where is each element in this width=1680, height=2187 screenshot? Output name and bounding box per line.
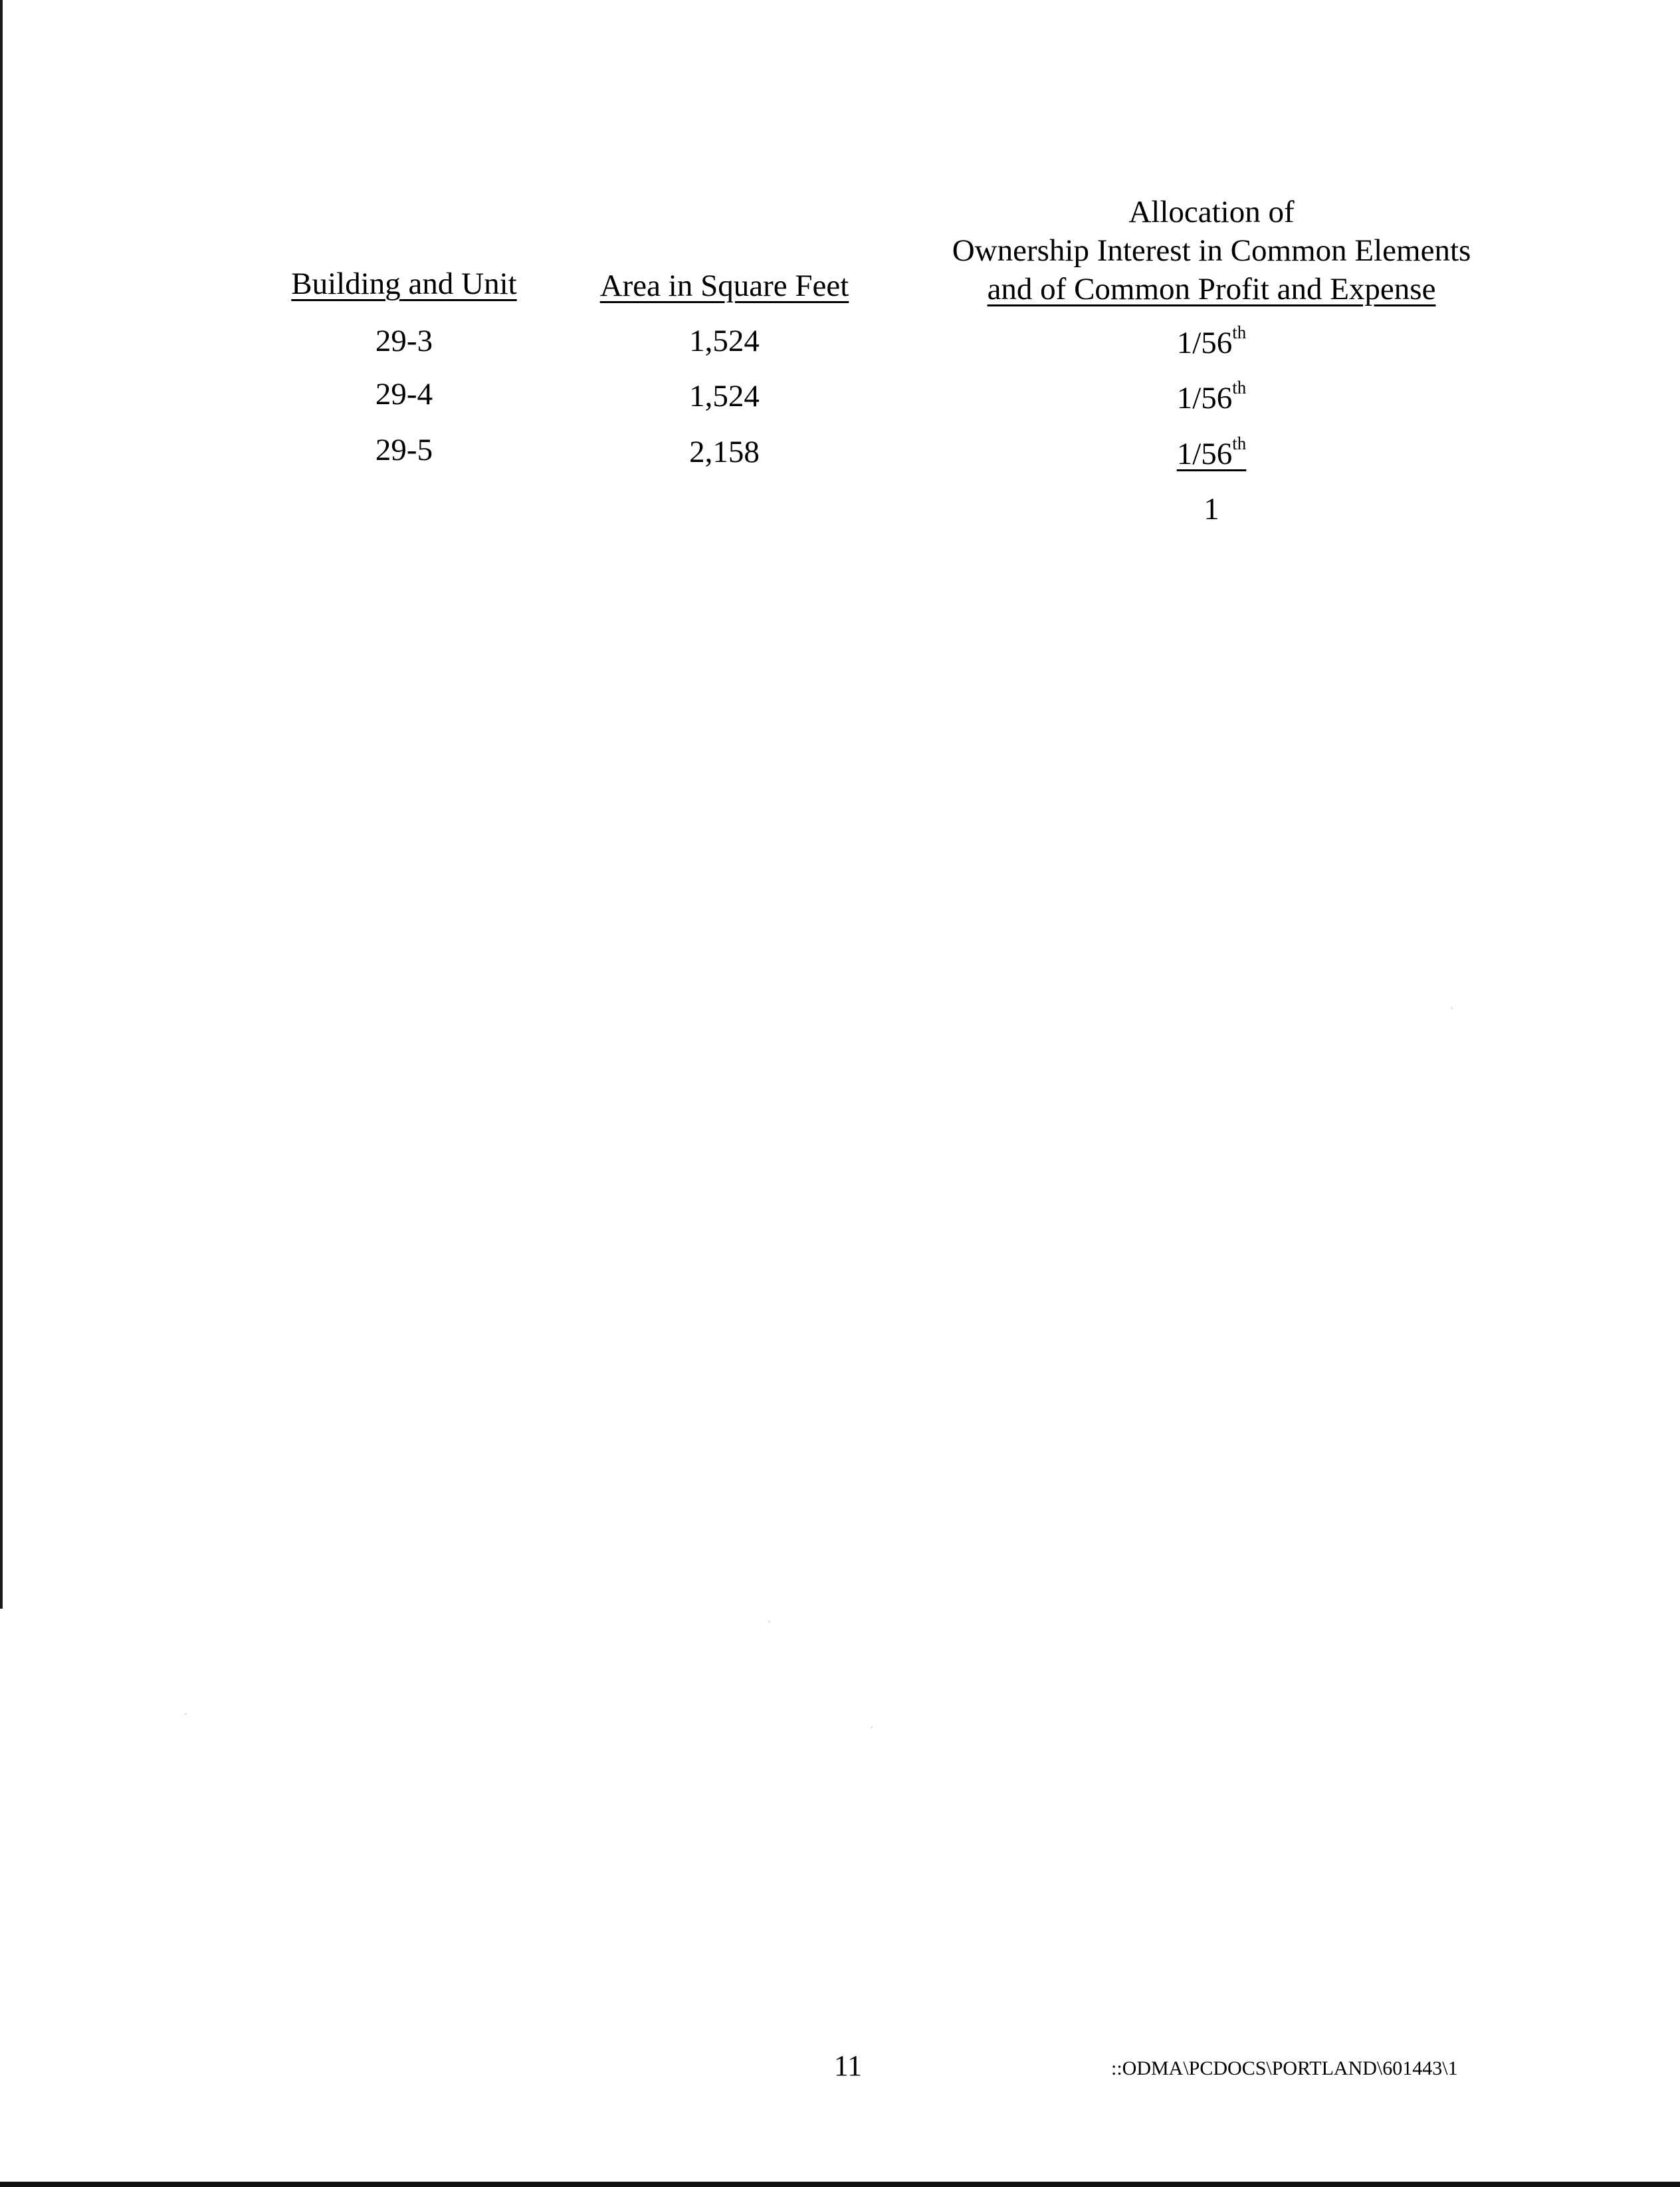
scan-bottom-border <box>0 2182 1680 2187</box>
row1-suffix: th <box>1232 322 1247 342</box>
scan-speck <box>1451 1007 1453 1009</box>
header-building-unit: Building and Unit <box>291 267 517 301</box>
row2-unit: 29-4 <box>375 377 433 411</box>
row1-allocation <box>1176 322 1247 360</box>
row3-fraction: 1/56 <box>1176 437 1233 471</box>
row1-fraction: 1/56 <box>1176 326 1233 360</box>
header-area: Area in Square Feet <box>599 269 849 303</box>
header-allocation-line2: Ownership Interest in Common Elements <box>952 233 1471 268</box>
row1-unit: 29-3 <box>375 324 433 358</box>
allocation-total: 1 <box>1204 492 1219 526</box>
row3-unit: 29-5 <box>375 433 433 467</box>
row2-allocation <box>1176 378 1247 415</box>
row2-suffix: th <box>1232 378 1247 398</box>
row2-area: 1,524 <box>689 379 760 413</box>
row1-area: 1,524 <box>689 324 760 358</box>
scan-left-border <box>0 0 3 1609</box>
header-allocation-line3: and of Common Profit and Expense <box>987 272 1436 306</box>
page-number: 11 <box>833 2049 863 2082</box>
header-allocation-line1: Allocation of <box>1128 195 1295 229</box>
row2-fraction: 1/56 <box>1176 381 1233 415</box>
scan-speck <box>185 1713 187 1715</box>
document-path: ::ODMA\PCDOCS\PORTLAND\601443\1 <box>1111 2057 1458 2079</box>
row3-area: 2,158 <box>689 435 760 469</box>
row3-allocation <box>1176 433 1247 471</box>
scan-speck <box>871 1726 873 1728</box>
scan-speck <box>768 1621 770 1623</box>
row3-suffix: th <box>1232 433 1247 453</box>
